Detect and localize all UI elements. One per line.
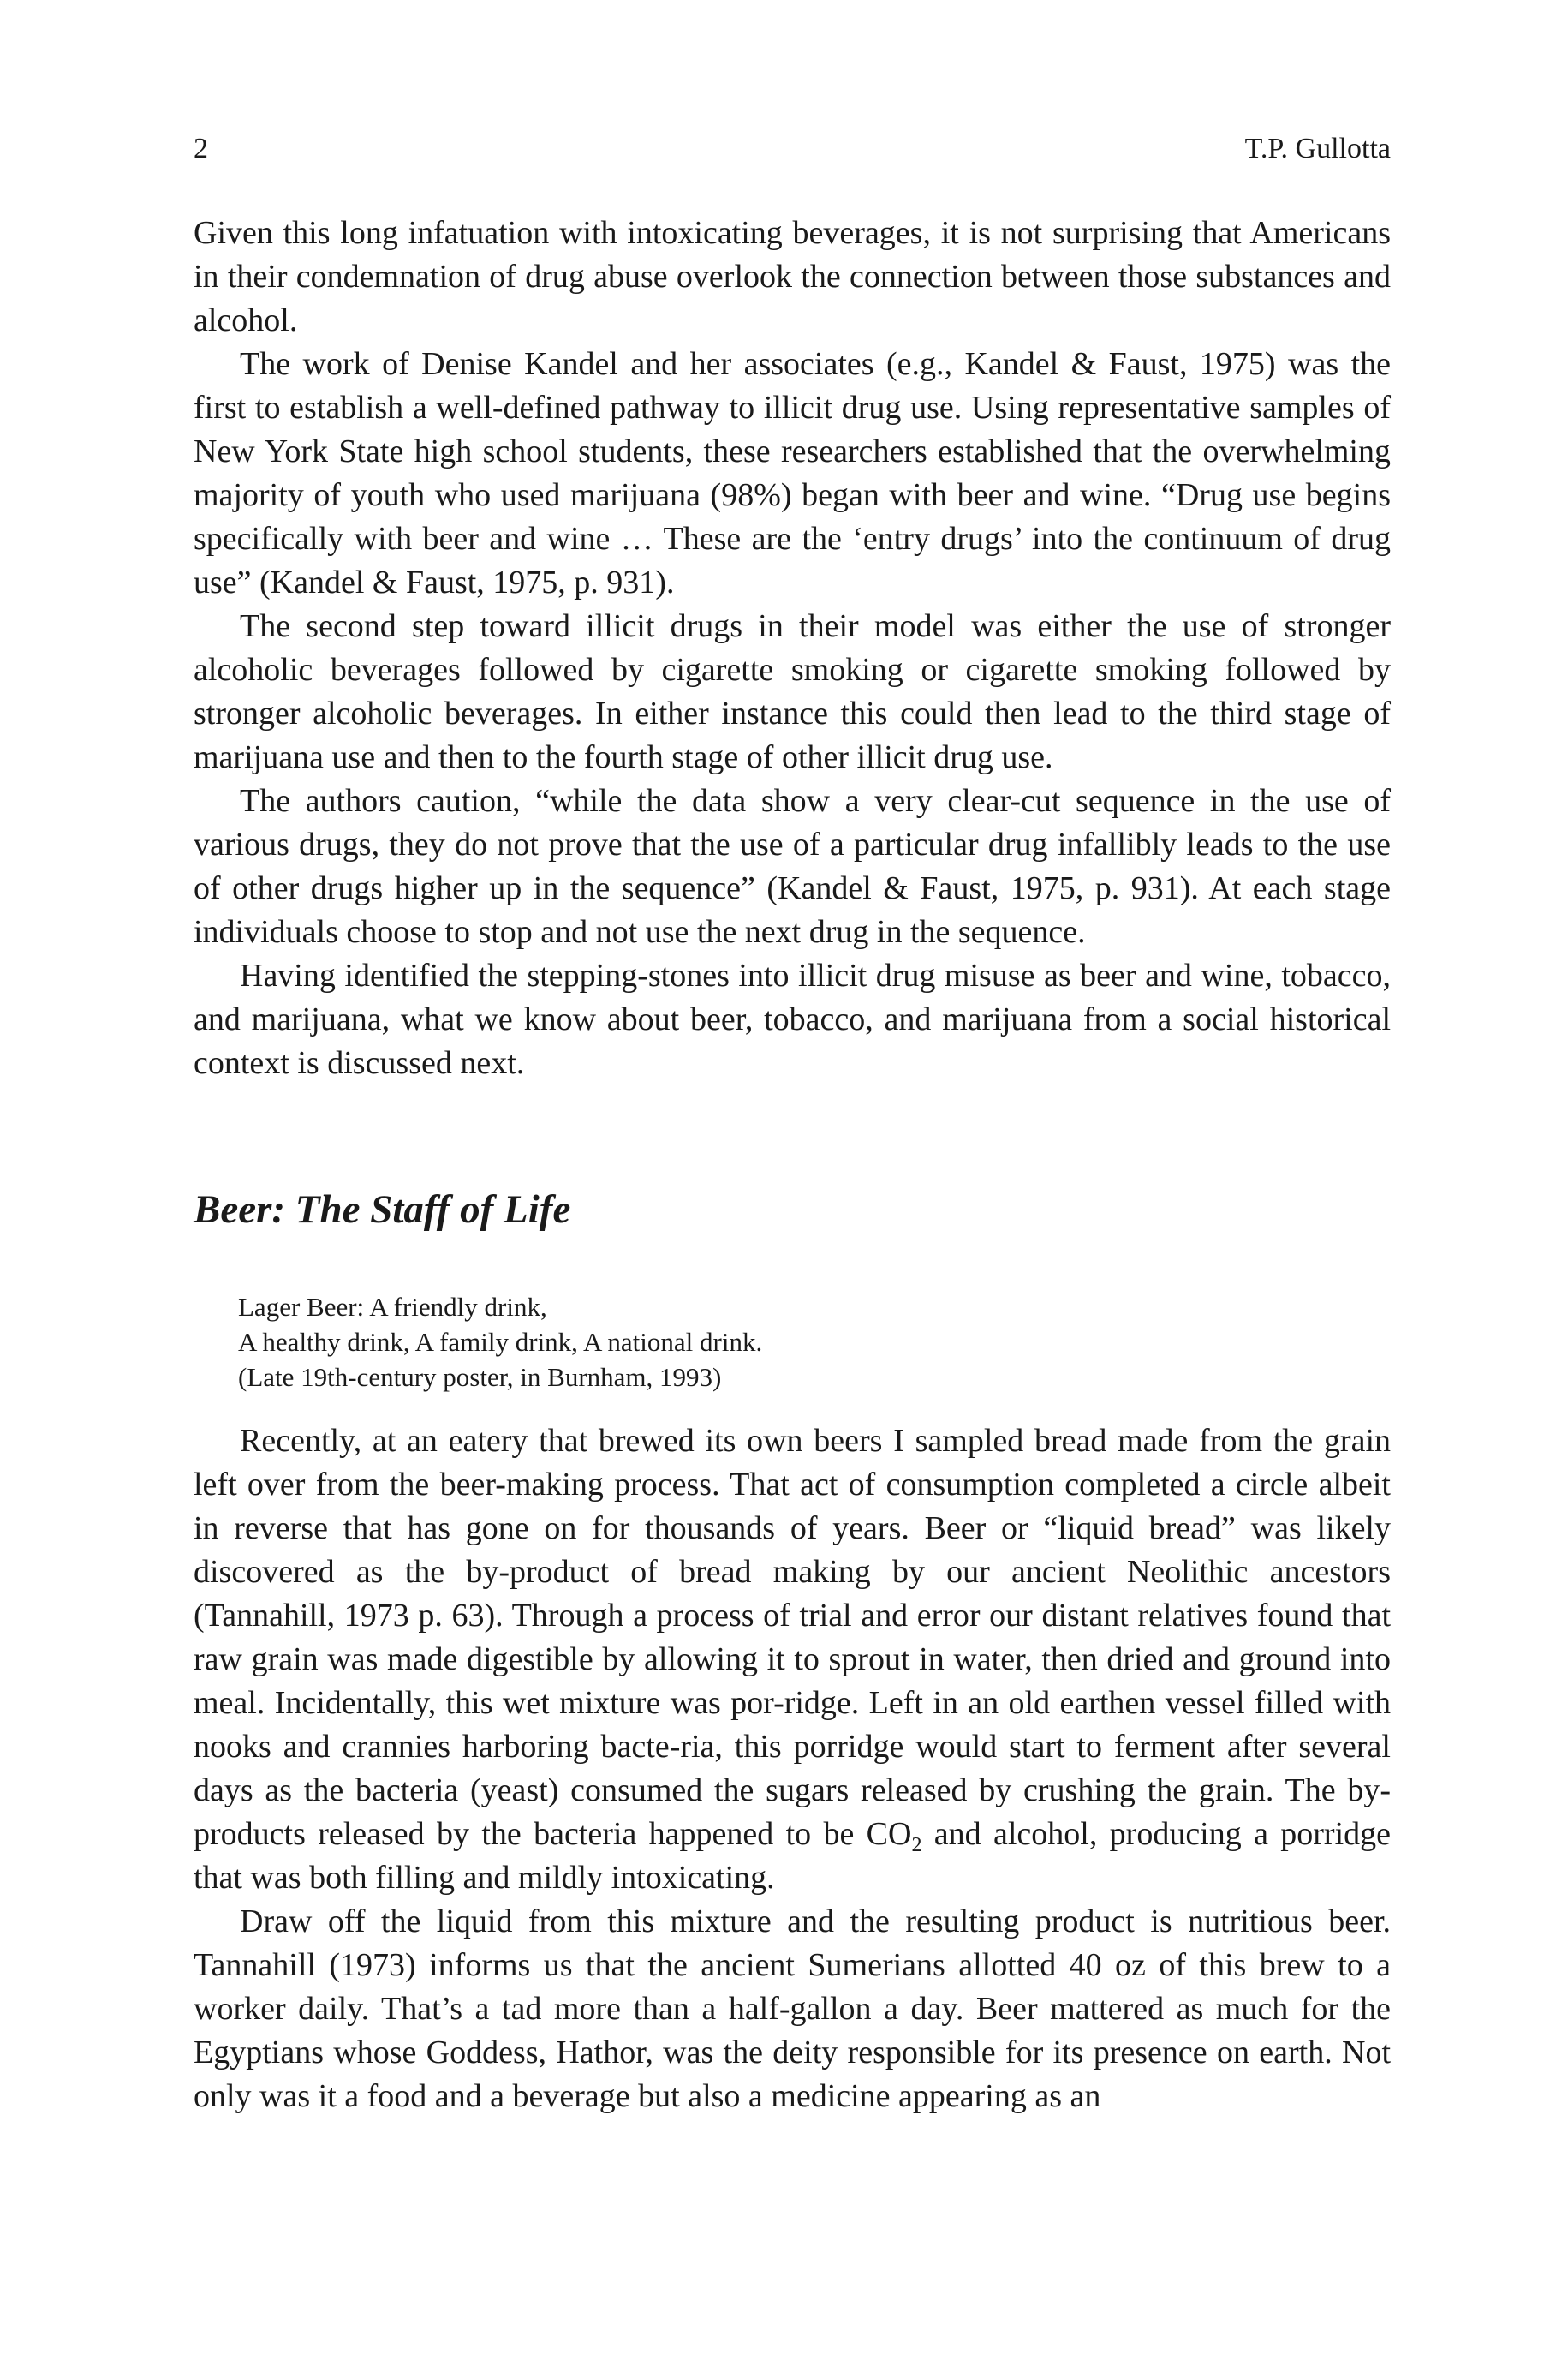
page-number: 2 xyxy=(194,133,208,164)
paragraph: The work of Denise Kandel and her associates (e.g., Kandel & Faust, 1975) was the first to establish a well-defined pathway to illicit drug use. Using representative samples of New York State high school students, these researchers established that the overwhelming majority of youth who used marijuana (98%) began with beer and wine. “Drug use begins specifically with beer and wine … These are the ‘entry drugs’ into the continuum of drug use” (Kandel & Faust, 1975, p. 931). xyxy=(194,346,1391,600)
running-head xyxy=(194,128,1391,170)
subscript: 2 xyxy=(911,1834,922,1856)
paragraph xyxy=(194,1419,1391,1900)
paragraph: Given this long infatuation with intoxicating beverages, it is not surprising that Americans in their condemnation of drug abuse overlook the connection between those substances and alcohol. xyxy=(194,215,1391,338)
epigraph-attribution: (Late 19th-century poster, in Burnham, 1993) xyxy=(238,1362,722,1392)
running-head-author: T.P. Gullotta xyxy=(1244,133,1391,164)
paragraph-text: Recently, at an eatery that brewed its own beers I sampled bread made from the grain left over from the beer-making process. That act of consumption completed a circle albeit in reverse that has gone on for thousands of years. Beer or “liquid bread” was likely discovered as the by-product of bread making by our ancient Neolithic ancestors (Tannahill, 1973 p. 63). Through a process of trial and error our distant relatives found that raw grain was made digestible by allowing it to sprout in water, then dried and ground into meal. Incidentally, this wet mixture was por-ridge. Left in an old earthen vessel filled with nooks and crannies harboring bacte-ria, this porridge would start to ferment after several days as the bacteria (yeast) consumed the sugars released by crushing the grain. The by-products released by the bacteria happened to be CO xyxy=(194,1423,1391,1852)
intro-text xyxy=(194,212,1391,1085)
paragraph: The authors caution, “while the data show a very clear-cut sequence in the use of various drugs, they do not prove that the use of a particular drug infallibly leads to the use of other drugs higher up in the sequence” (Kandel & Faust, 1975, p. 931). At each stage individuals choose to stop and not use the next drug in the sequence. xyxy=(194,783,1391,950)
section-heading: Beer: The Staff of Life xyxy=(194,1187,571,1232)
paragraph: The second step toward illicit drugs in their model was either the use of stronger alcoholic beverages followed by cigarette smoking or cigarette smoking followed by stronger alcoholic beverages. In either instance this could then lead to the third stage of marijuana use and then to the fourth stage of other illicit drug use. xyxy=(194,608,1391,775)
paragraph-text: and alcohol, producing a porridge that was both filling and mildly intoxicating. xyxy=(194,1816,1391,1896)
epigraph-line: Lager Beer: A friendly drink, xyxy=(238,1292,547,1322)
section-text xyxy=(194,1419,1391,2118)
epigraph xyxy=(238,1289,1351,1395)
epigraph-line: A healthy drink, A family drink, A national drink. xyxy=(238,1327,763,1357)
paragraph: Draw off the liquid from this mixture and the resulting product is nutritious beer. Tannahill (1973) informs us that the ancient Sumerians allotted 40 oz of this brew to a worker daily. That’s a tad more than a half-gallon a day. Beer mattered as much for the Egyptians whose Goddess, Hathor, was the deity responsible for its presence on earth. Not only was it a food and a beverage but also a medicine appearing as an xyxy=(194,1903,1391,2114)
paragraph: Having identified the stepping-stones into illicit drug misuse as beer and wine, tobacco, and marijuana, what we know about beer, tobacco, and marijuana from a social historical context is discussed next. xyxy=(194,958,1391,1081)
